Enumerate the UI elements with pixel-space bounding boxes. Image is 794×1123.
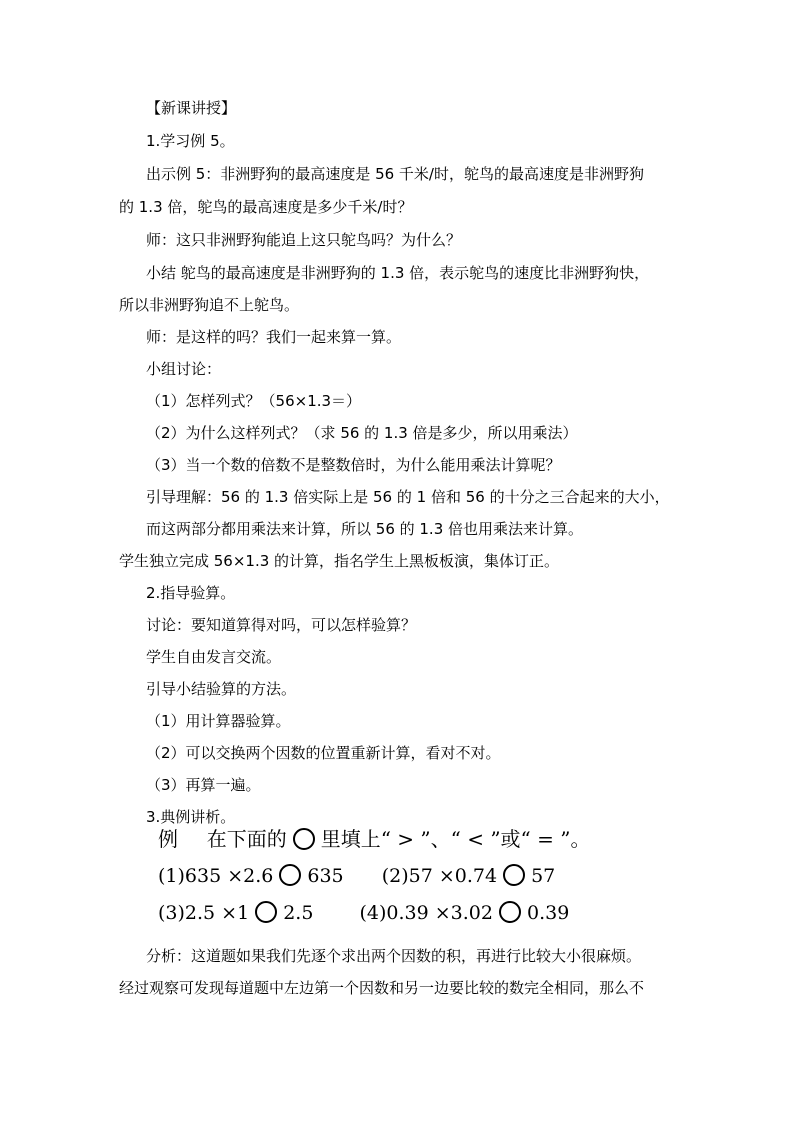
paragraph-line: 所以非洲野狗追不上鸵鸟。	[119, 296, 300, 314]
paragraph-line: 师：是这样的吗？我们一起来算一算。	[146, 328, 402, 346]
paragraph-line: 讨论：要知道算得对吗，可以怎样验算？	[146, 616, 417, 634]
problem-4-answer-circle[interactable]	[499, 901, 521, 923]
problem-4-right: 0.39	[526, 902, 570, 924]
list-item: （3）当一个数的倍数不是整数倍时，为什么能用乘法计算呢？	[146, 456, 561, 474]
list-item: （2）可以交换两个因数的位置重新计算，看对不对。	[146, 744, 501, 762]
problem-2-right: 57	[531, 865, 556, 887]
list-item: （2）为什么这样列式？（求 56 的 1.3 倍是多少，所以用乘法）	[146, 424, 578, 442]
subsection-title: 1.学习例 5。	[146, 132, 235, 150]
list-item: （1）怎样列式？（56×1.3＝）	[146, 392, 362, 410]
analysis-line: 分析：这道题如果我们先逐个求出两个因数的积，再进行比较大小很麻烦。	[146, 947, 642, 965]
paragraph-line: 的 1.3 倍，鸵鸟的最高速度是多少千米/时？	[119, 198, 413, 216]
problem-1-left: (1)635 ×2.6	[158, 865, 274, 887]
example-row-1	[158, 863, 555, 889]
problem-1-answer-circle[interactable]	[279, 864, 301, 886]
problem-3-left: (3)2.5 ×1	[158, 902, 250, 924]
problem-1-right: 635	[307, 865, 344, 887]
problem-2-answer-circle[interactable]	[503, 864, 525, 886]
paragraph-line: 师：这只非洲野狗能追上这只鸵鸟吗？为什么？	[146, 231, 462, 249]
paragraph-line: 而这两部分都用乘法来计算，所以 56 的 1.3 倍也用乘法来计算。	[146, 520, 584, 538]
subsection-title: 3.典例讲析。	[146, 808, 236, 826]
example-instruction-before: 在下面的	[206, 827, 287, 851]
list-item: （3）再算一遍。	[146, 776, 261, 794]
list-item: （1）用计算器验算。	[146, 712, 291, 730]
problem-3-right: 2.5	[283, 902, 314, 924]
problem-3-answer-circle[interactable]	[255, 901, 277, 923]
example-row-2	[158, 900, 569, 926]
example-instruction-after: 里填上“ > ”、“ < ”或“ = ”。	[320, 827, 591, 851]
paragraph-line: 引导小结验算的方法。	[146, 680, 297, 698]
problem-2-left: (2)57 ×0.74	[381, 865, 498, 887]
paragraph-line: 小结 鸵鸟的最高速度是非洲野狗的 1.3 倍，表示鸵鸟的速度比非洲野狗快，	[146, 264, 650, 282]
paragraph-line: 出示例 5：非洲野狗的最高速度是 56 千米/时，鸵鸟的最高速度是非洲野狗	[146, 165, 644, 183]
section-heading: 【新课讲授】	[146, 99, 237, 117]
paragraph-line: 引导理解：56 的 1.3 倍实际上是 56 的 1 倍和 56 的十分之三合起来的大小，	[146, 488, 670, 506]
subsection-title: 2.指导验算。	[146, 584, 236, 602]
example-instruction	[158, 826, 590, 852]
paragraph-line: 学生自由发言交流。	[146, 648, 282, 666]
example-label: 例	[158, 827, 178, 851]
analysis-line: 经过观察可发现每道题中左边第一个因数和另一边要比较的数完全相同，那么不	[119, 979, 645, 997]
paragraph-line: 学生独立完成 56×1.3 的计算，指名学生上黑板板演，集体订正。	[119, 552, 560, 570]
paragraph-line: 小组讨论：	[146, 360, 222, 378]
circle-blank-icon	[293, 828, 315, 850]
problem-4-left: (4)0.39 ×3.02	[359, 902, 493, 924]
